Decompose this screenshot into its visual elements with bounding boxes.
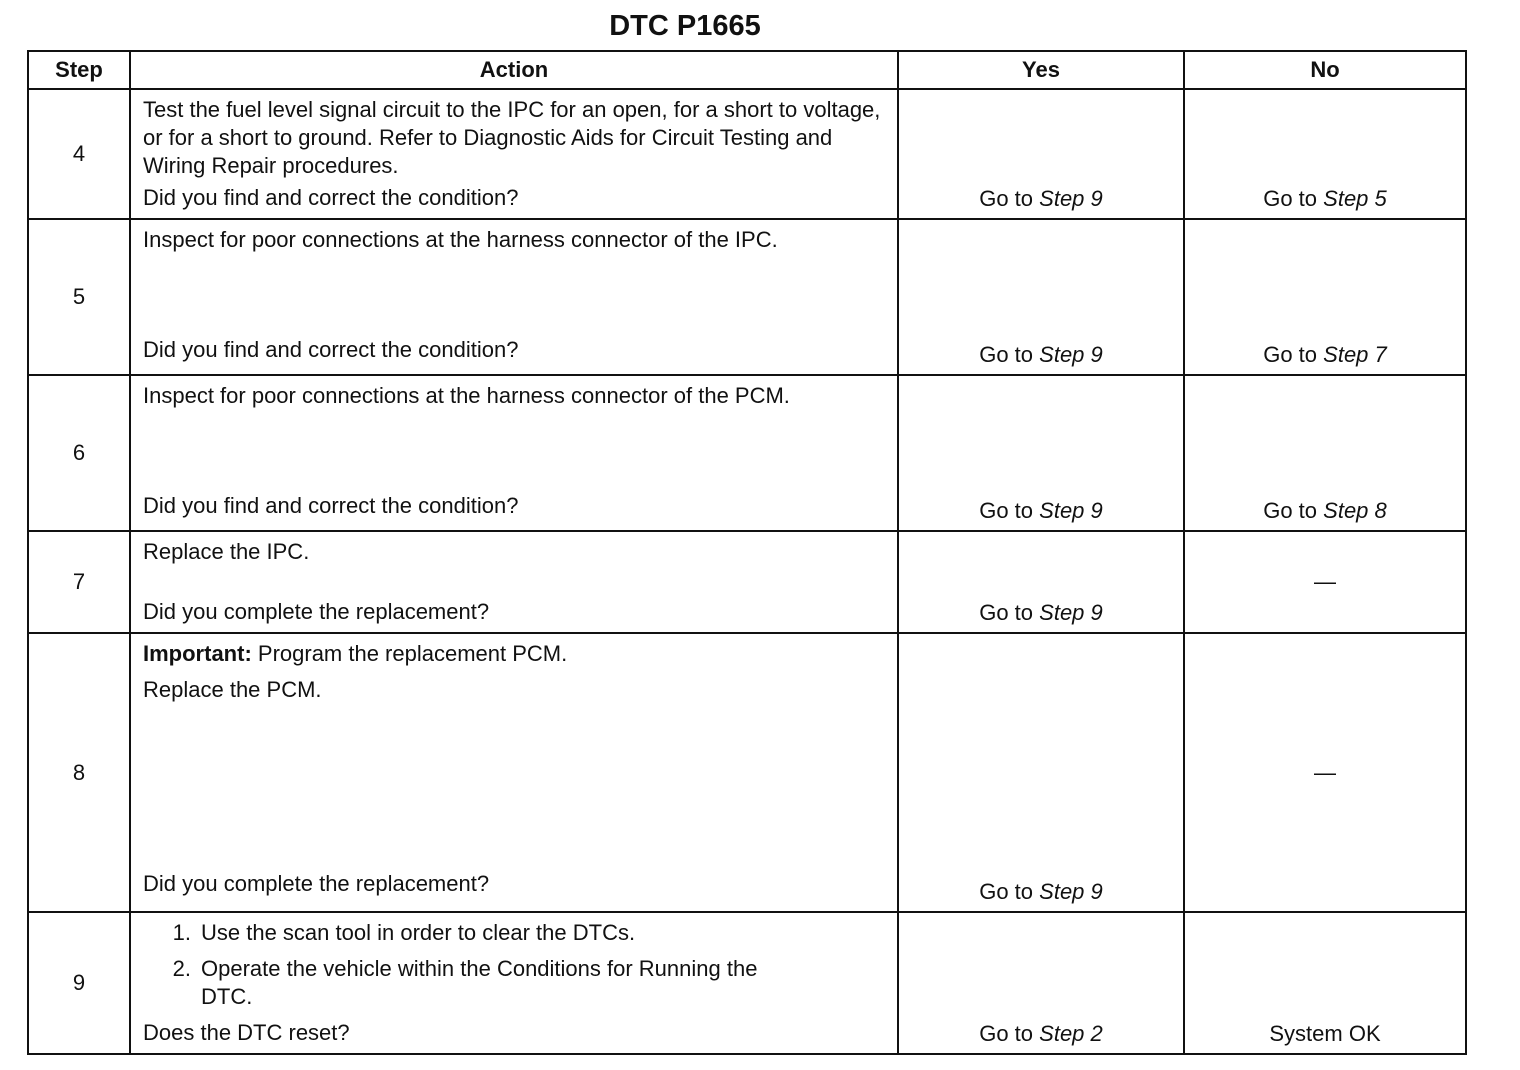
no-cell: — (1184, 633, 1466, 912)
action-text: Inspect for poor connections at the harness connector of the IPC. (143, 227, 778, 252)
yes-step-link[interactable]: Step 9 (1039, 498, 1103, 523)
table-row (28, 912, 1466, 1054)
yes-cell (898, 219, 1184, 375)
yes-prefix: Go to (979, 186, 1034, 211)
no-prefix: Go to (1263, 186, 1318, 211)
list-item (143, 919, 887, 947)
step-number: 4 (28, 89, 130, 219)
action-cell (130, 375, 898, 531)
yes-step-link[interactable]: Step 9 (1039, 186, 1103, 211)
yes-step-link[interactable]: Step 9 (1039, 342, 1103, 367)
yes-cell (898, 912, 1184, 1054)
yes-step-link[interactable]: Step 9 (1039, 600, 1103, 625)
no-cell: — (1184, 531, 1466, 633)
no-step-link[interactable]: Step 7 (1323, 342, 1387, 367)
yes-cell (898, 89, 1184, 219)
no-cell: System OK (1184, 912, 1466, 1054)
header-row (28, 51, 1466, 89)
yes-prefix: Go to (979, 879, 1034, 904)
yes-cell (898, 633, 1184, 912)
yes-step-link[interactable]: Step 2 (1039, 1021, 1103, 1046)
yes-step-link[interactable]: Step 9 (1039, 879, 1103, 904)
important-text: Program the replacement PCM. (257, 641, 568, 666)
table-row (28, 375, 1466, 531)
no-cell (1184, 219, 1466, 375)
table-row (28, 219, 1466, 375)
action-text: Replace the IPC. (143, 539, 310, 564)
action-cell (130, 89, 898, 219)
no-step-link[interactable]: Step 5 (1323, 186, 1387, 211)
action-question: Did you find and correct the condition? (143, 185, 519, 210)
action-cell (130, 531, 898, 633)
no-prefix: Go to (1263, 498, 1318, 523)
no-cell (1184, 89, 1466, 219)
table-row (28, 531, 1466, 633)
header-action: Action (130, 51, 898, 89)
yes-prefix: Go to (979, 600, 1034, 625)
yes-prefix: Go to (979, 498, 1034, 523)
action-cell (130, 633, 898, 912)
step-number: 8 (28, 633, 130, 912)
action-cell (130, 912, 898, 1054)
table-row (28, 89, 1466, 219)
action-question: Did you complete the replacement? (143, 871, 490, 896)
action-question: Does the DTC reset? (143, 1020, 350, 1045)
step-number: 5 (28, 219, 130, 375)
diagnostic-table (27, 50, 1467, 1055)
header-step: Step (28, 51, 130, 89)
no-prefix: Go to (1263, 342, 1318, 367)
list-text: Use the scan tool in order to clear the DTCs. (201, 920, 636, 945)
list-item (143, 955, 887, 1011)
yes-cell (898, 531, 1184, 633)
list-text: Operate the vehicle within the Conditions for Running the DTC. (201, 956, 758, 1009)
no-cell (1184, 375, 1466, 531)
step-number: 7 (28, 531, 130, 633)
list-number: 1. (172, 920, 191, 945)
yes-prefix: Go to (979, 1021, 1034, 1046)
step-number: 9 (28, 912, 130, 1054)
no-step-link[interactable]: Step 8 (1323, 498, 1387, 523)
step-number: 6 (28, 375, 130, 531)
header-no: No (1184, 51, 1466, 89)
action-text: Test the fuel level signal circuit to the IPC for an open, for a short to voltage, or for a short to ground. Refer to Diagnostic Aids for Circuit Testing and Wiring Repair procedures. (143, 97, 881, 178)
table-row (28, 633, 1466, 912)
list-number: 2. (172, 956, 191, 981)
action-text: Replace the PCM. (143, 677, 322, 702)
important-label: Important: (143, 641, 252, 666)
action-question: Did you find and correct the condition? (143, 493, 519, 518)
action-cell (130, 219, 898, 375)
header-yes: Yes (898, 51, 1184, 89)
procedure-list (143, 919, 887, 1011)
page-title: DTC P1665 (609, 10, 761, 42)
yes-cell (898, 375, 1184, 531)
yes-prefix: Go to (979, 342, 1034, 367)
important-note (143, 640, 887, 668)
action-text: Inspect for poor connections at the harness connector of the PCM. (143, 383, 790, 408)
action-question: Did you find and correct the condition? (143, 337, 519, 362)
action-question: Did you complete the replacement? (143, 599, 490, 624)
